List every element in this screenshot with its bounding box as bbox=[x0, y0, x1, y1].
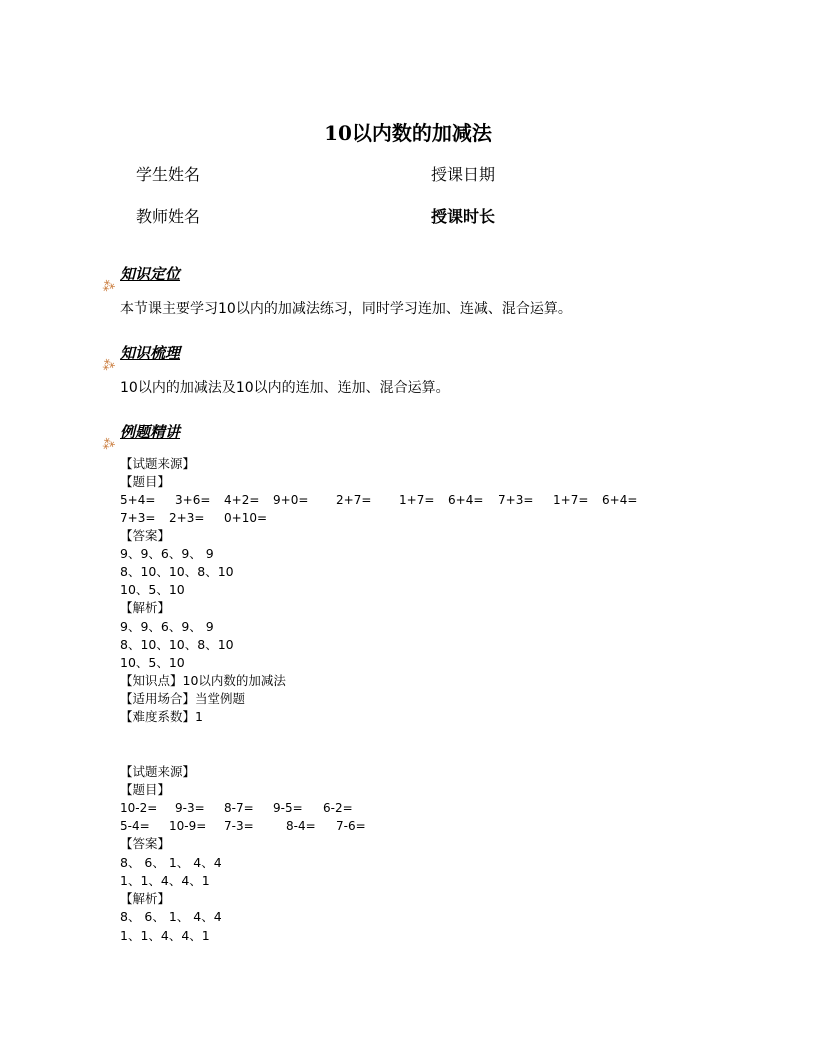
student-name-label: 学生姓名 bbox=[136, 165, 201, 184]
question-item: 0+10= bbox=[224, 511, 268, 525]
question-item: 10-9= bbox=[169, 819, 207, 833]
usage-occasion: 【适用场合】当堂例题 bbox=[120, 691, 246, 706]
analysis-label: 【解析】 bbox=[120, 600, 171, 615]
question-item: 7+3= bbox=[120, 511, 156, 525]
question-item: 8-4= bbox=[286, 819, 316, 833]
analysis-line: 8、 6、 1、 4、4 bbox=[120, 909, 222, 924]
question-label: 【题目】 bbox=[120, 782, 171, 797]
question-item: 5-4= bbox=[120, 819, 150, 833]
source-label: 【试题来源】 bbox=[120, 456, 196, 471]
answer-line: 1、1、4、4、1 bbox=[120, 873, 210, 888]
teacher-name-label: 教师姓名 bbox=[136, 207, 201, 226]
question-item: 2+7= bbox=[336, 493, 372, 507]
section-text-knowledge-review: 10以内的加减法及10以内的连加、连加、混合运算。 bbox=[120, 380, 450, 396]
question-item: 1+7= bbox=[399, 493, 435, 507]
section-heading-knowledge-review: 知识梳理 bbox=[120, 344, 181, 362]
question-item: 9+0= bbox=[273, 493, 309, 507]
question-item: 8-7= bbox=[224, 801, 254, 815]
difficulty: 【难度系数】1 bbox=[120, 709, 203, 724]
analysis-line: 1、1、4、4、1 bbox=[120, 928, 210, 943]
source-label: 【试题来源】 bbox=[120, 764, 196, 779]
question-item: 9-3= bbox=[175, 801, 205, 815]
question-item: 6+4= bbox=[448, 493, 484, 507]
lesson-date-label: 授课日期 bbox=[431, 165, 496, 184]
answer-line: 8、10、10、8、10 bbox=[120, 564, 234, 579]
answer-line: 8、 6、 1、 4、4 bbox=[120, 855, 222, 870]
answer-label: 【答案】 bbox=[120, 528, 171, 543]
answer-line: 10、5、10 bbox=[120, 582, 185, 597]
analysis-label: 【解析】 bbox=[120, 891, 171, 906]
question-row bbox=[120, 509, 720, 527]
analysis-line: 10、5、10 bbox=[120, 655, 185, 670]
question-row bbox=[120, 799, 720, 817]
sparkle-icon: ⁂ bbox=[99, 435, 118, 454]
analysis-line: 9、9、6、9、 9 bbox=[120, 619, 214, 634]
question-item: 1+7= bbox=[553, 493, 589, 507]
section-heading-knowledge-position: 知识定位 bbox=[120, 265, 181, 283]
question-item: 4+2= bbox=[224, 493, 260, 507]
question-item: 6-2= bbox=[323, 801, 353, 815]
question-item: 9-5= bbox=[273, 801, 303, 815]
lesson-duration-label: 授课时长 bbox=[431, 207, 496, 226]
analysis-line: 8、10、10、8、10 bbox=[120, 637, 234, 652]
question-label: 【题目】 bbox=[120, 474, 171, 489]
section-heading-examples: 例题精讲 bbox=[120, 423, 181, 441]
question-item: 7-6= bbox=[336, 819, 366, 833]
question-item: 6+4= bbox=[602, 493, 638, 507]
sparkle-icon: ⁂ bbox=[99, 277, 118, 296]
question-row bbox=[120, 817, 720, 835]
knowledge-point: 【知识点】10以内数的加减法 bbox=[120, 673, 286, 688]
question-item: 10-2= bbox=[120, 801, 158, 815]
question-item: 7+3= bbox=[498, 493, 534, 507]
question-item: 5+4= bbox=[120, 493, 156, 507]
section-text-knowledge-position: 本节课主要学习10以内的加减法练习，同时学习连加、连减、混合运算。 bbox=[120, 301, 572, 317]
sparkle-icon: ⁂ bbox=[99, 356, 118, 375]
answer-label: 【答案】 bbox=[120, 836, 171, 851]
page-title: 10以内数的加减法 bbox=[324, 121, 492, 145]
question-item: 7-3= bbox=[224, 819, 254, 833]
question-item: 2+3= bbox=[169, 511, 205, 525]
question-item: 3+6= bbox=[175, 493, 211, 507]
question-row bbox=[120, 491, 720, 509]
answer-line: 9、9、6、9、 9 bbox=[120, 546, 214, 561]
